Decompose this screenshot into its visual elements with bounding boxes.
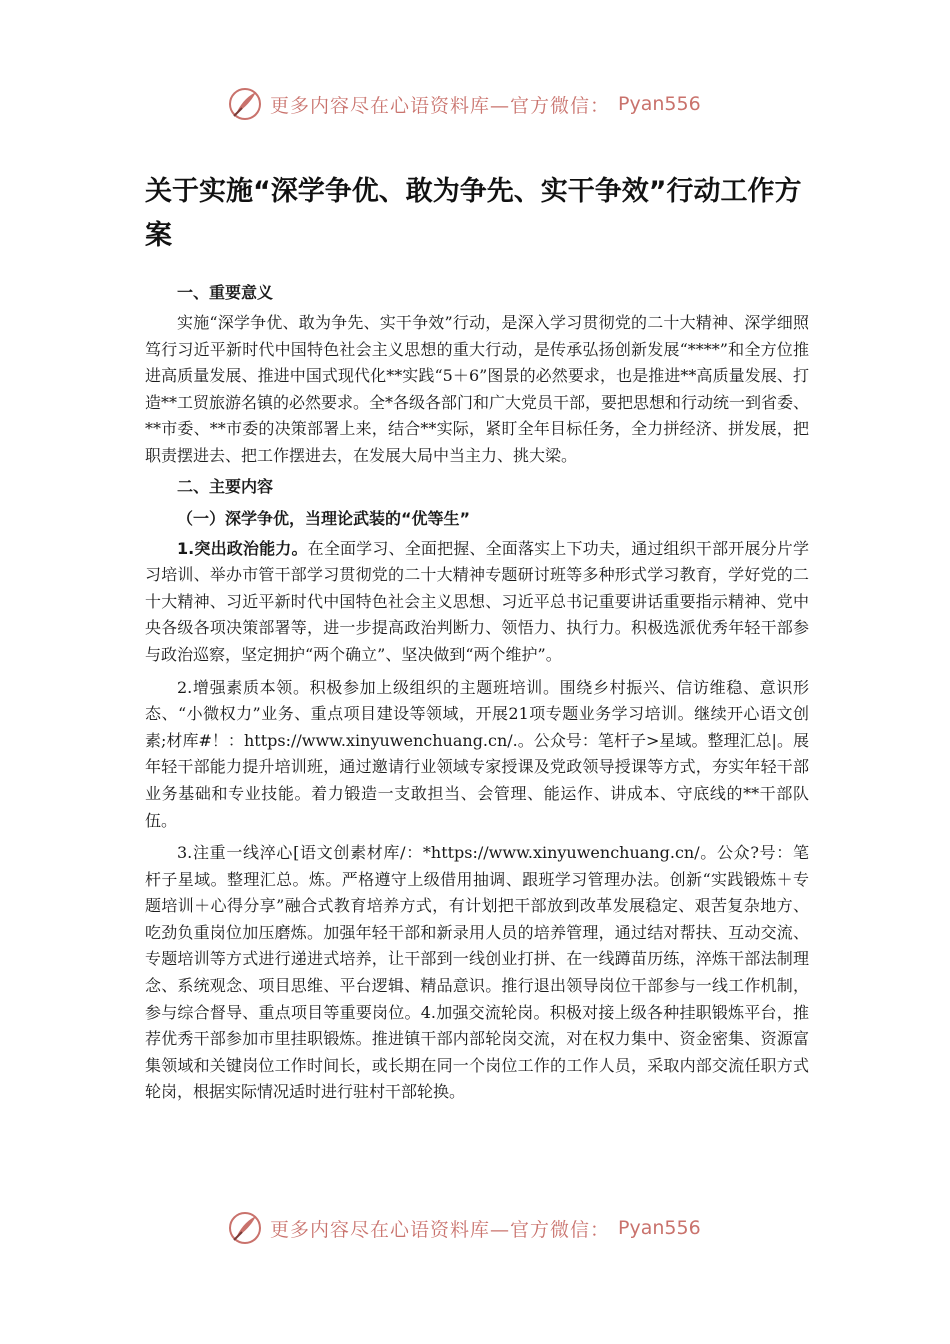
feather-pen-icon — [228, 87, 262, 121]
banner-text: 更多内容尽在心语资料库—官方微信： — [270, 1218, 611, 1241]
item1-lead: 1.突出政治能力。 — [177, 538, 308, 558]
feather-pen-icon — [228, 1211, 262, 1245]
item3-paragraph: 3.注重一线淬心[语文创素材库/：*https://www.xinyuwenchuang.cn/。公众?号：笔杆子星域。整理汇总。炼。严格遵守上级借用抽调、跟班学习管理办法。创新“实践锻炼＋专题培训＋心得分享”融合式教育培养方式，有计划把干部放到改革发展稳定、艰苦复杂地方、吃劲负重岗位加压磨炼。加强年轻干部和新录用人员的培养管理，通过结对帮扶、互动交流、专题培训等方式进行递进式培养，让干部到一线创业打拼、在一线蹲苗历练，淬炼干部法制理念、系统观念、项目思维、平台逻辑、精品意识。推行退出领导岗位干部参与一线工作机制，参与综合督导、重点项目等重要岗位。4.加强交流轮岗。积极对接上级各种挂职锻炼平台，推荐优秀干部参加市里挂职锻炼。推进镇干部内部轮岗交流，对在权力集中、资金密集、资源富集领域和关键岗位工作时间长，或长期在同一个岗位工作的工作人员，采取内部交流任职方式轮岗，根据实际情况适时进行驻村干部轮换。 — [145, 843, 809, 1102]
item1-paragraph — [145, 536, 809, 669]
footer-banner — [228, 1210, 701, 1246]
banner-wechat-id: Pyan556 — [618, 93, 701, 115]
banner-text: 更多内容尽在心语资料库—官方微信： — [270, 94, 611, 117]
page-title: 关于实施“深学争优、敢为争先、实干争效”行动工作方案 — [145, 176, 802, 251]
section2-subheading: （一）深学争优，当理论武装的“优等生” — [177, 508, 471, 528]
banner-wechat-id: Pyan556 — [618, 1217, 701, 1239]
section1-paragraph: 实施“深学争优、敢为争先、实干争效”行动，是深入学习贯彻党的二十大精神、深学细照笃行习近平新时代中国特色社会主义思想的重大行动，是传承弘扬创新发展“****”和全方位推进高质量发展、推进中国式现代化**实践“5＋6”图景的必然要求，也是推进**高质量发展、打造**工贸旅游名镇的必然要求。全*各级各部门和广大党员干部，要把思想和行动统一到省委、**市委、**市委的决策部署上来，结合**实际，紧盯全年目标任务，全力拼经济、拼发展，把职责摆进去、把工作摆进去，在发展大局中当主力、挑大梁。 — [145, 313, 810, 465]
section2-heading: 二、主要内容 — [177, 476, 274, 496]
header-banner — [228, 86, 701, 122]
document-body — [145, 170, 809, 1110]
item2-paragraph: 2.增强素质本领。积极参加上级组织的主题班培训。围绕乡村振兴、信访维稳、意识形态、“小微权力”业务、重点项目建设等领域，开展21项专题业务学习培训。继续开心语文创素;材库#！：https://www.xinyuwenchuang.cn/.。公众号：笔杆子>星域。整理汇总|。展年轻干部能力提升培训班，通过邀请行业领域专家授课及党政领导授课等方式，夯实年轻干部业务基础和专业技能。着力锻造一支敢担当、会管理、能运作、讲成本、守底线的**干部队伍。 — [145, 677, 809, 830]
section1-heading: 一、重要意义 — [177, 283, 274, 302]
item1-text: 在全面学习、全面把握、全面落实上下功夫，通过组织干部开展分片学习培训、举办市管干部学习贯彻党的二十大精神专题研讨班等多种形式学习教育，学好党的二十大精神、习近平新时代中国特色社会主义思想、习近平总书记重要讲话重要指示精神、党中央各级各项决策部署等，进一步提高政治判断力、领悟力、执行力。积极选派优秀年轻干部参与政治巡察，坚定拥护“两个确立”、坚决做到“两个维护”。 — [145, 538, 809, 664]
